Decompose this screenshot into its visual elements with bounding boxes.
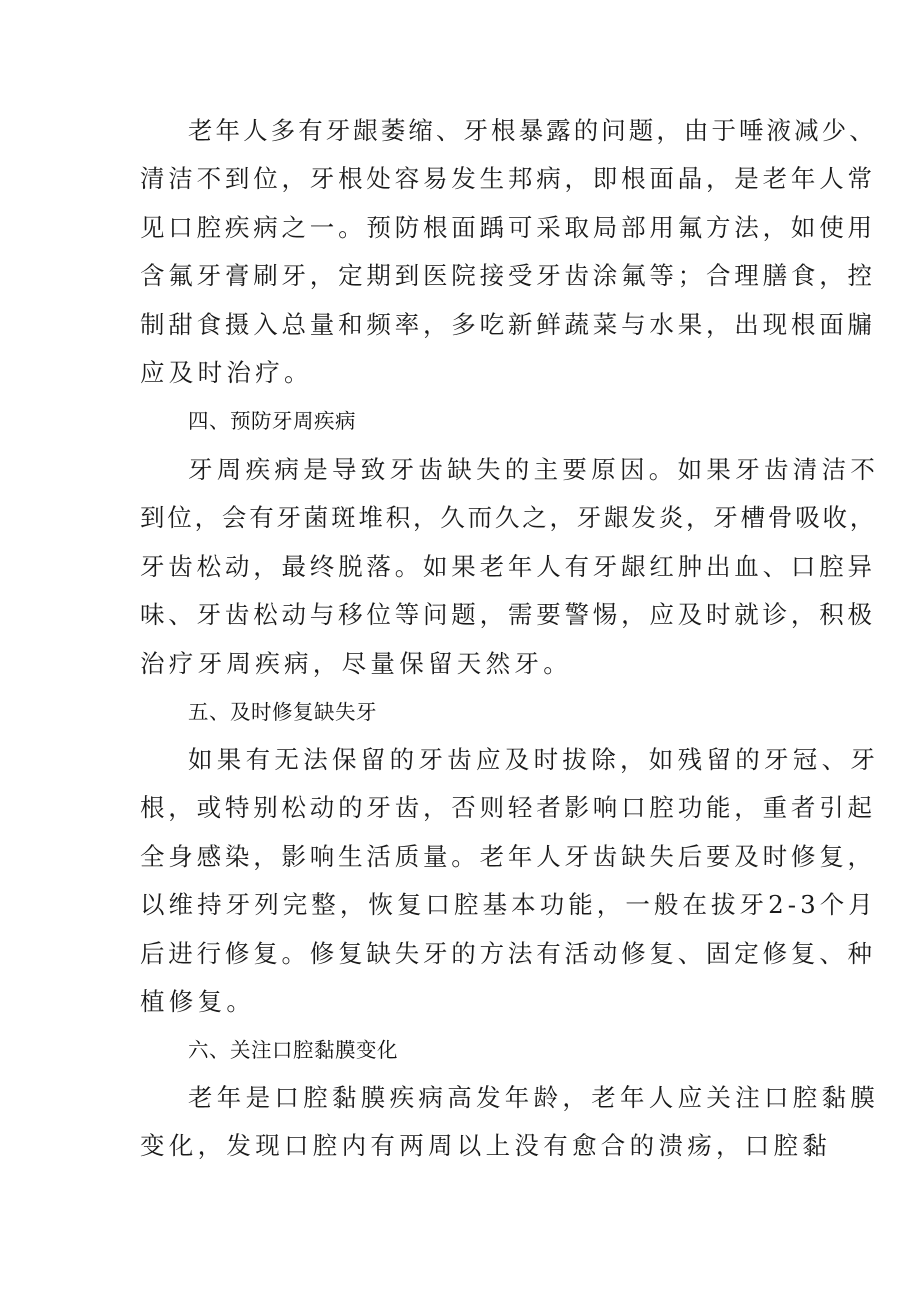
section-heading-5: 五、及时修复缺失牙 <box>188 700 377 724</box>
text-line: 根，或特别松动的牙齿，否则轻者影响口腔功能，重者引起 <box>140 793 876 822</box>
text-line: 全身感染，影响生活质量。老年人牙齿缺失后要及时修复， <box>140 842 876 871</box>
text-line: 老年人多有牙龈萎缩、牙根暴露的问题，由于唾液减少、 <box>188 116 877 145</box>
text-line: 老年是口腔黏膜疾病高发年龄，老年人应关注口腔黏膜 <box>188 1083 880 1112</box>
text-line: 清洁不到位，牙根处容易发生邦病，即根面晶，是老年人常 <box>140 164 876 193</box>
text-line: 治疗牙周疾病，尽量保留天然牙。 <box>140 649 572 678</box>
text-line: 应及时治疗。 <box>140 358 313 387</box>
text-line: 后进行修复。修复缺失牙的方法有活动修复、固定修复、种 <box>140 939 876 968</box>
text-line: 如果有无法保留的牙齿应及时拔除，如残留的牙冠、牙 <box>188 745 880 774</box>
text-line: 制甜食摄入总量和频率，多吃新鲜蔬菜与水果，出现根面牖 <box>140 310 876 339</box>
text-line: 见口腔疾病之一。预防根面踽可采取局部用氟方法，如使用 <box>140 213 876 242</box>
text-line: 到位，会有牙菌斑堆积，久而久之，牙龈发炎，牙槽骨吸收， <box>140 503 878 532</box>
section-heading-6: 六、关注口腔黏膜变化 <box>188 1038 398 1062</box>
text-line: 以维持牙列完整，恢复口腔基本功能，一般在拔牙2-3个月 <box>140 890 877 919</box>
text-line: 味、牙齿松动与移位等问题，需要警惕，应及时就诊，积极 <box>140 600 876 629</box>
text-line: 变化，发现口腔内有两周以上没有愈合的溃疡，口腔黏 <box>140 1131 832 1160</box>
text-line: 植修复。 <box>140 987 256 1016</box>
text-line: 牙周疾病是导致牙齿缺失的主要原因。如果牙齿清洁不 <box>188 455 880 484</box>
section-heading-4: 四、预防牙周疾病 <box>188 409 356 433</box>
text-line: 含氟牙膏刷牙，定期到医院接受牙齿涂氟等；合理膳食，控 <box>140 261 876 290</box>
text-line: 牙齿松动，最终脱落。如果老年人有牙龈红肿出血、口腔异 <box>140 552 876 581</box>
